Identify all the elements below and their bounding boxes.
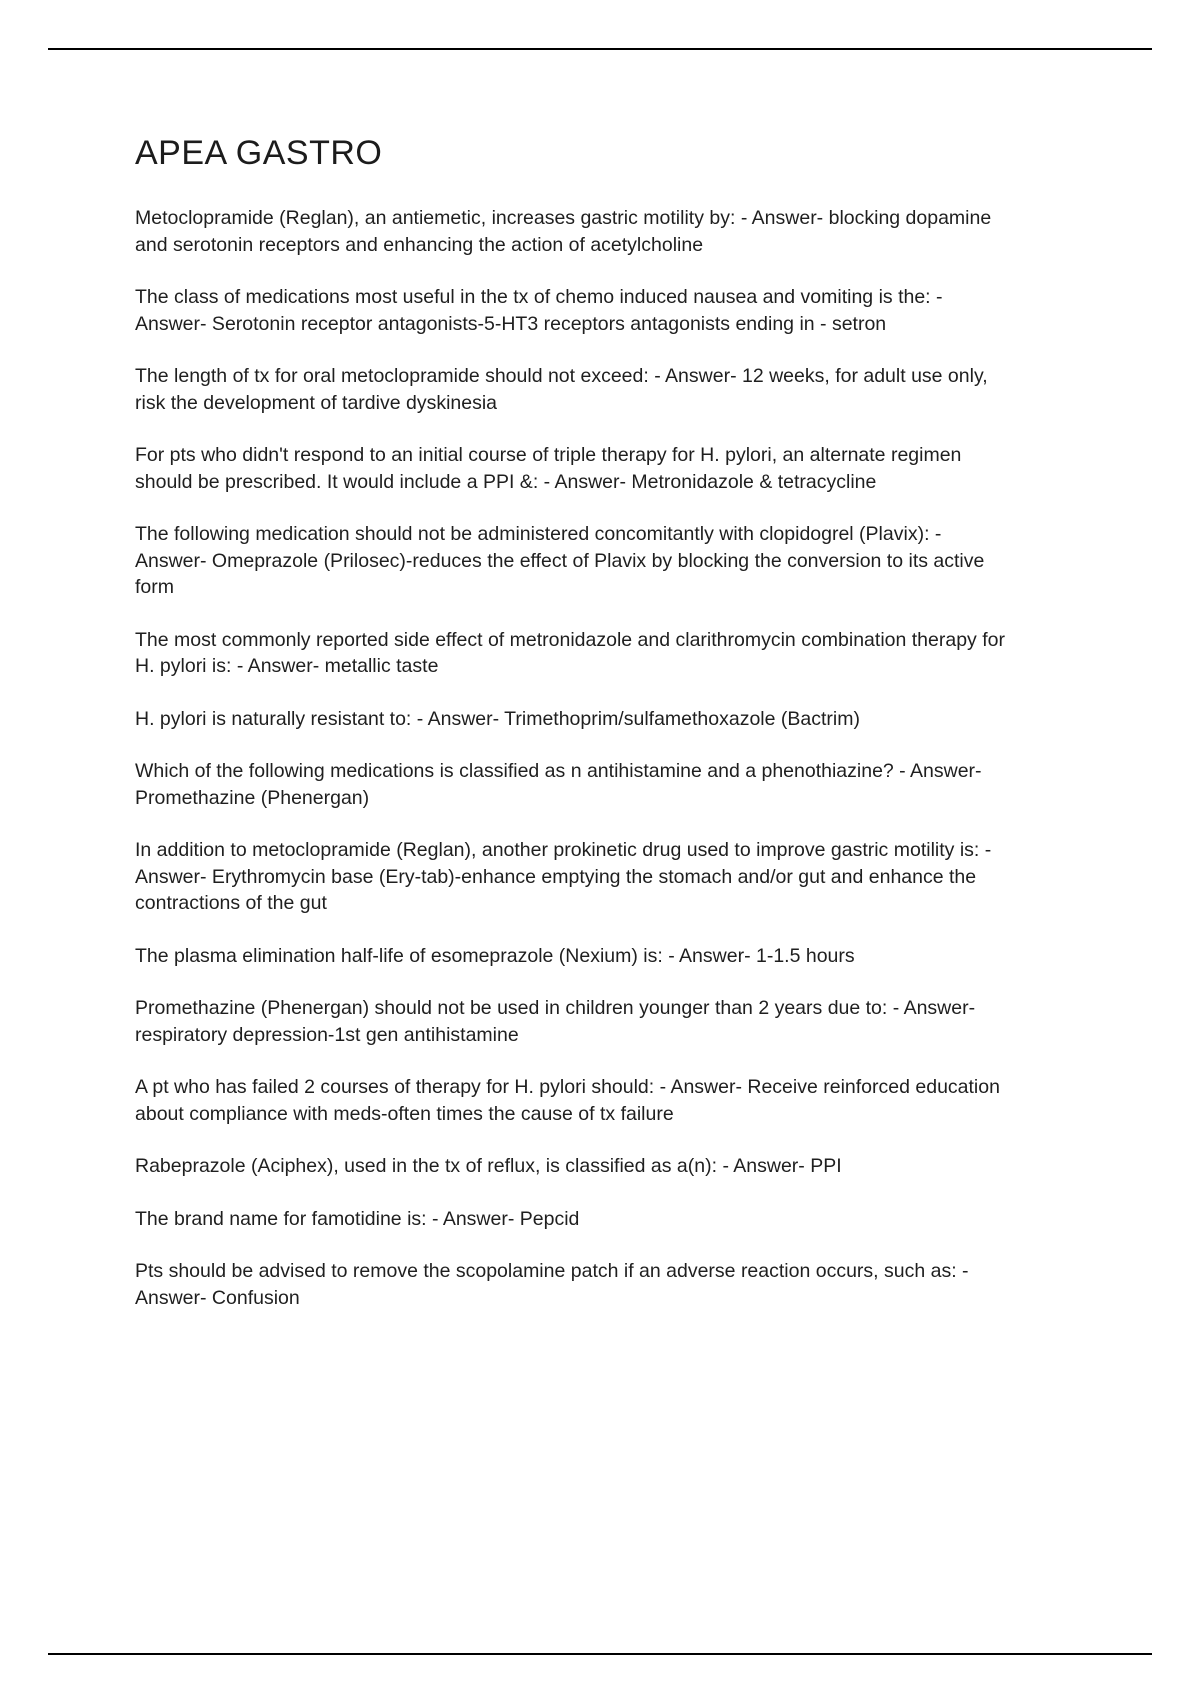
qa-paragraph: H. pylori is naturally resistant to: - Answer- Trimethoprim/sulfamethoxazole (Bactrim) xyxy=(135,707,860,730)
bottom-rule xyxy=(48,1653,1152,1655)
qa-paragraph: Metoclopramide (Reglan), an antiemetic, increases gastric motility by: - Answer- blocking dopamine and serotonin receptors and enhancing the action of acetylcholine xyxy=(135,207,992,256)
qa-paragraph: The plasma elimination half-life of esomeprazole (Nexium) is: - Answer- 1-1.5 hours xyxy=(135,944,855,967)
qa-paragraph: Rabeprazole (Aciphex), used in the tx of reflux, is classified as a(n): - Answer- PPI xyxy=(135,1155,842,1177)
qa-paragraph: The most commonly reported side effect of metronidazole and clarithromycin combination therapy for H. pylori is: - Answer- metallic taste xyxy=(135,628,1005,677)
page-title: APEA GASTRO xyxy=(135,134,383,172)
document-content xyxy=(135,134,1015,1337)
qa-paragraph: The following medication should not be administered concomitantly with clopidogrel (Plavix): - Answer- Omeprazole (Prilosec)-reduces the effect of Plavix by blocking the conversion to its active form xyxy=(135,523,985,598)
qa-paragraph: The class of medications most useful in the tx of chemo induced nausea and vomiting is the: - Answer- Serotonin receptor antagonists-5-HT3 receptors antagonists ending in - setron xyxy=(135,286,943,335)
qa-paragraph: In addition to metoclopramide (Reglan), another prokinetic drug used to improve gastric motility is: - Answer- Erythromycin base (Ery-tab)-enhance emptying the stomach and/or gut and enhance the contractions of the gut xyxy=(135,839,992,914)
qa-paragraph: A pt who has failed 2 courses of therapy for H. pylori should: - Answer- Receive reinforced education about compliance with meds-often times the cause of tx failure xyxy=(135,1076,1000,1125)
top-rule xyxy=(48,48,1152,50)
qa-paragraph: The brand name for famotidine is: - Answer- Pepcid xyxy=(135,1207,580,1230)
qa-paragraph: For pts who didn't respond to an initial course of triple therapy for H. pylori, an alternate regimen should be prescribed. It would include a PPI &: - Answer- Metronidazole & tetracycline xyxy=(135,444,962,493)
qa-paragraph: The length of tx for oral metoclopramide should not exceed: - Answer- 12 weeks, for adult use only, risk the development of tardive dyskinesia xyxy=(135,365,988,414)
qa-paragraph: Pts should be advised to remove the scopolamine patch if an adverse reaction occurs, such as: - Answer- Confusion xyxy=(135,1260,969,1309)
qa-paragraph: Promethazine (Phenergan) should not be used in children younger than 2 years due to: - Answer- respiratory depression-1st gen antihistamine xyxy=(135,997,976,1046)
qa-paragraph: Which of the following medications is classified as n antihistamine and a phenothiazine? - Answer- Promethazine (Phenergan) xyxy=(135,760,982,809)
